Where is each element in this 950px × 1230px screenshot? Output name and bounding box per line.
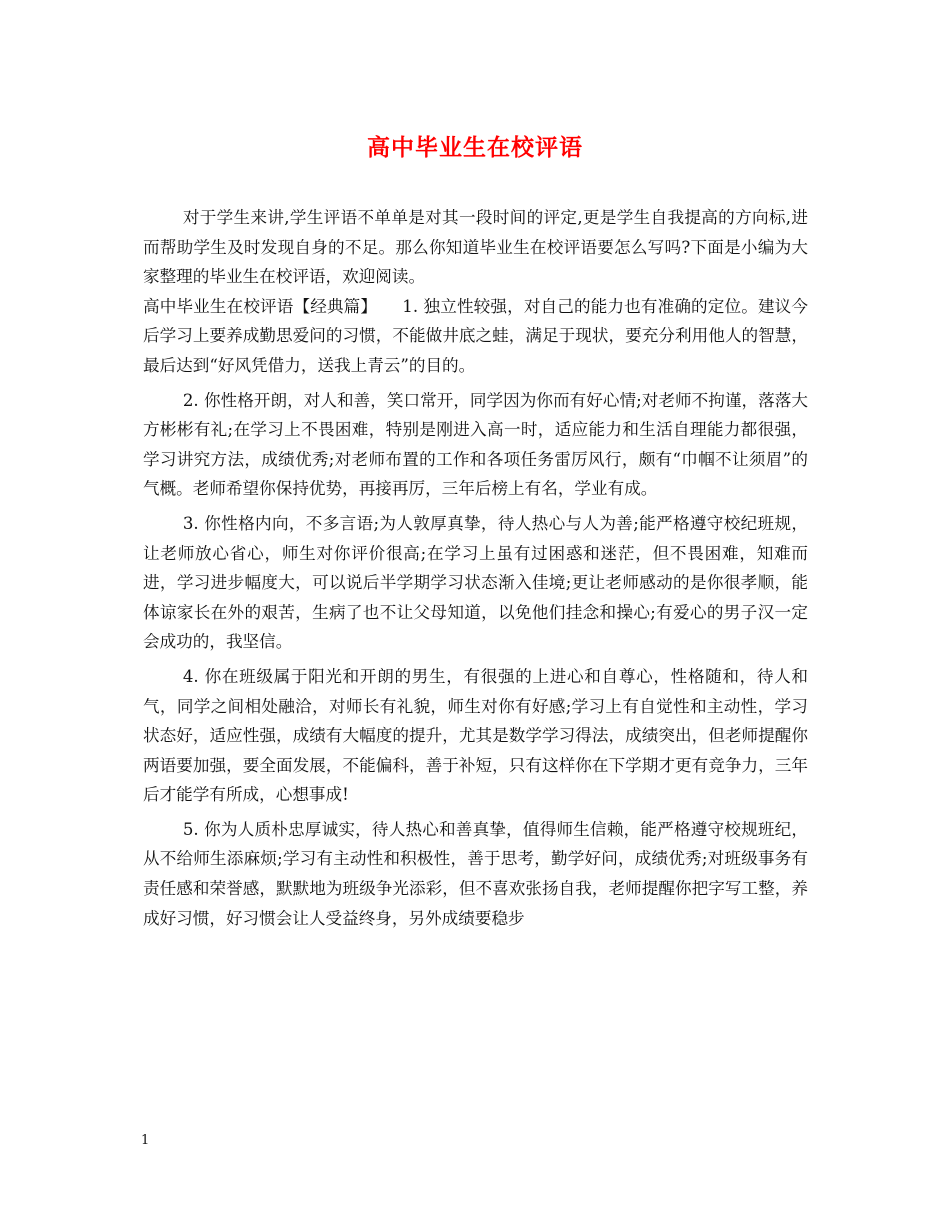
comment-paragraph-4: 4. 你在班级属于阳光和开朗的男生，有很强的上进心和自尊心，性格随和，待人和气，同学之间相处融洽，对师长有礼貌，师生对你有好感;学习上有自觉性和主动性，学习状态好，适应性强，成绩有大幅度的提升，尤其是数学学习得法，成绩突出，但老师提醒你两语要加强，要全面发展，不能偏科，善于补短，只有这样你在下学期才更有竞争力，三年后才能学有所成，心想事成! [143,666,808,805]
comment-paragraph-2: 2. 你性格开朗，对人和善，笑口常开，同学因为你而有好心情;对老师不拘谨，落落大方彬彬有礼;在学习上不畏困难，特别是刚进入高一时，适应能力和生活自理能力都很强，学习讲究方法，成绩优秀;对老师布置的工作和各项任务雷厉风行，颇有“巾帼不让须眉”的气概。老师希望你保持优势，再接再厉，三年后榜上有名，学业有成。 [143,390,808,499]
page-title: 高中毕业生在校评语 [367,134,583,161]
document-body [143,203,808,933]
comment-paragraph-5: 5. 你为人质朴忠厚诚实，待人热心和善真挚，值得师生信赖，能严格遵守校规班纪，从不给师生添麻烦;学习有主动性和积极性，善于思考，勤学好问，成绩优秀;对班级事务有责任感和荣誉感，默默地为班级争光添彩，但不喜欢张扬自我，老师提醒你把字写工整，养成好习惯，好习惯会让人受益终身，另外成绩要稳步 [143,819,808,928]
intro-paragraph: 对于学生来讲,学生评语不单单是对其一段时间的评定,更是学生自我提高的方向标,进而帮助学生及时发现自身的不足。那么你知道毕业生在校评语要怎么写吗?下面是小编为大家整理的毕业生在校评语，欢迎阅读。 [143,208,808,287]
comment-paragraph-1: 高中毕业生在校评语【经典篇】 1. 独立性较强，对自己的能力也有准确的定位。建议今后学习上要养成勤思爱问的习惯，不能做井底之蛙，满足于现状，要充分利用他人的智慧，最后达到“好风凭借力，送我上青云”的目的。 [143,296,808,375]
page-number: 1 [141,1133,150,1148]
comment-paragraph-3: 3. 你性格内向，不多言语;为人敦厚真挚，待人热心与人为善;能严格遵守校纪班规，让老师放心省心，师生对你评价很高;在学习上虽有过困惑和迷茫，但不畏困难，知难而进，学习进步幅度大，可以说后半学期学习状态渐入佳境;更让老师感动的是你很孝顺，能体谅家长在外的艰苦，生病了也不让父母知道，以免他们挂念和操心;有爱心的男子汉一定会成功的，我坚信。 [143,513,808,652]
